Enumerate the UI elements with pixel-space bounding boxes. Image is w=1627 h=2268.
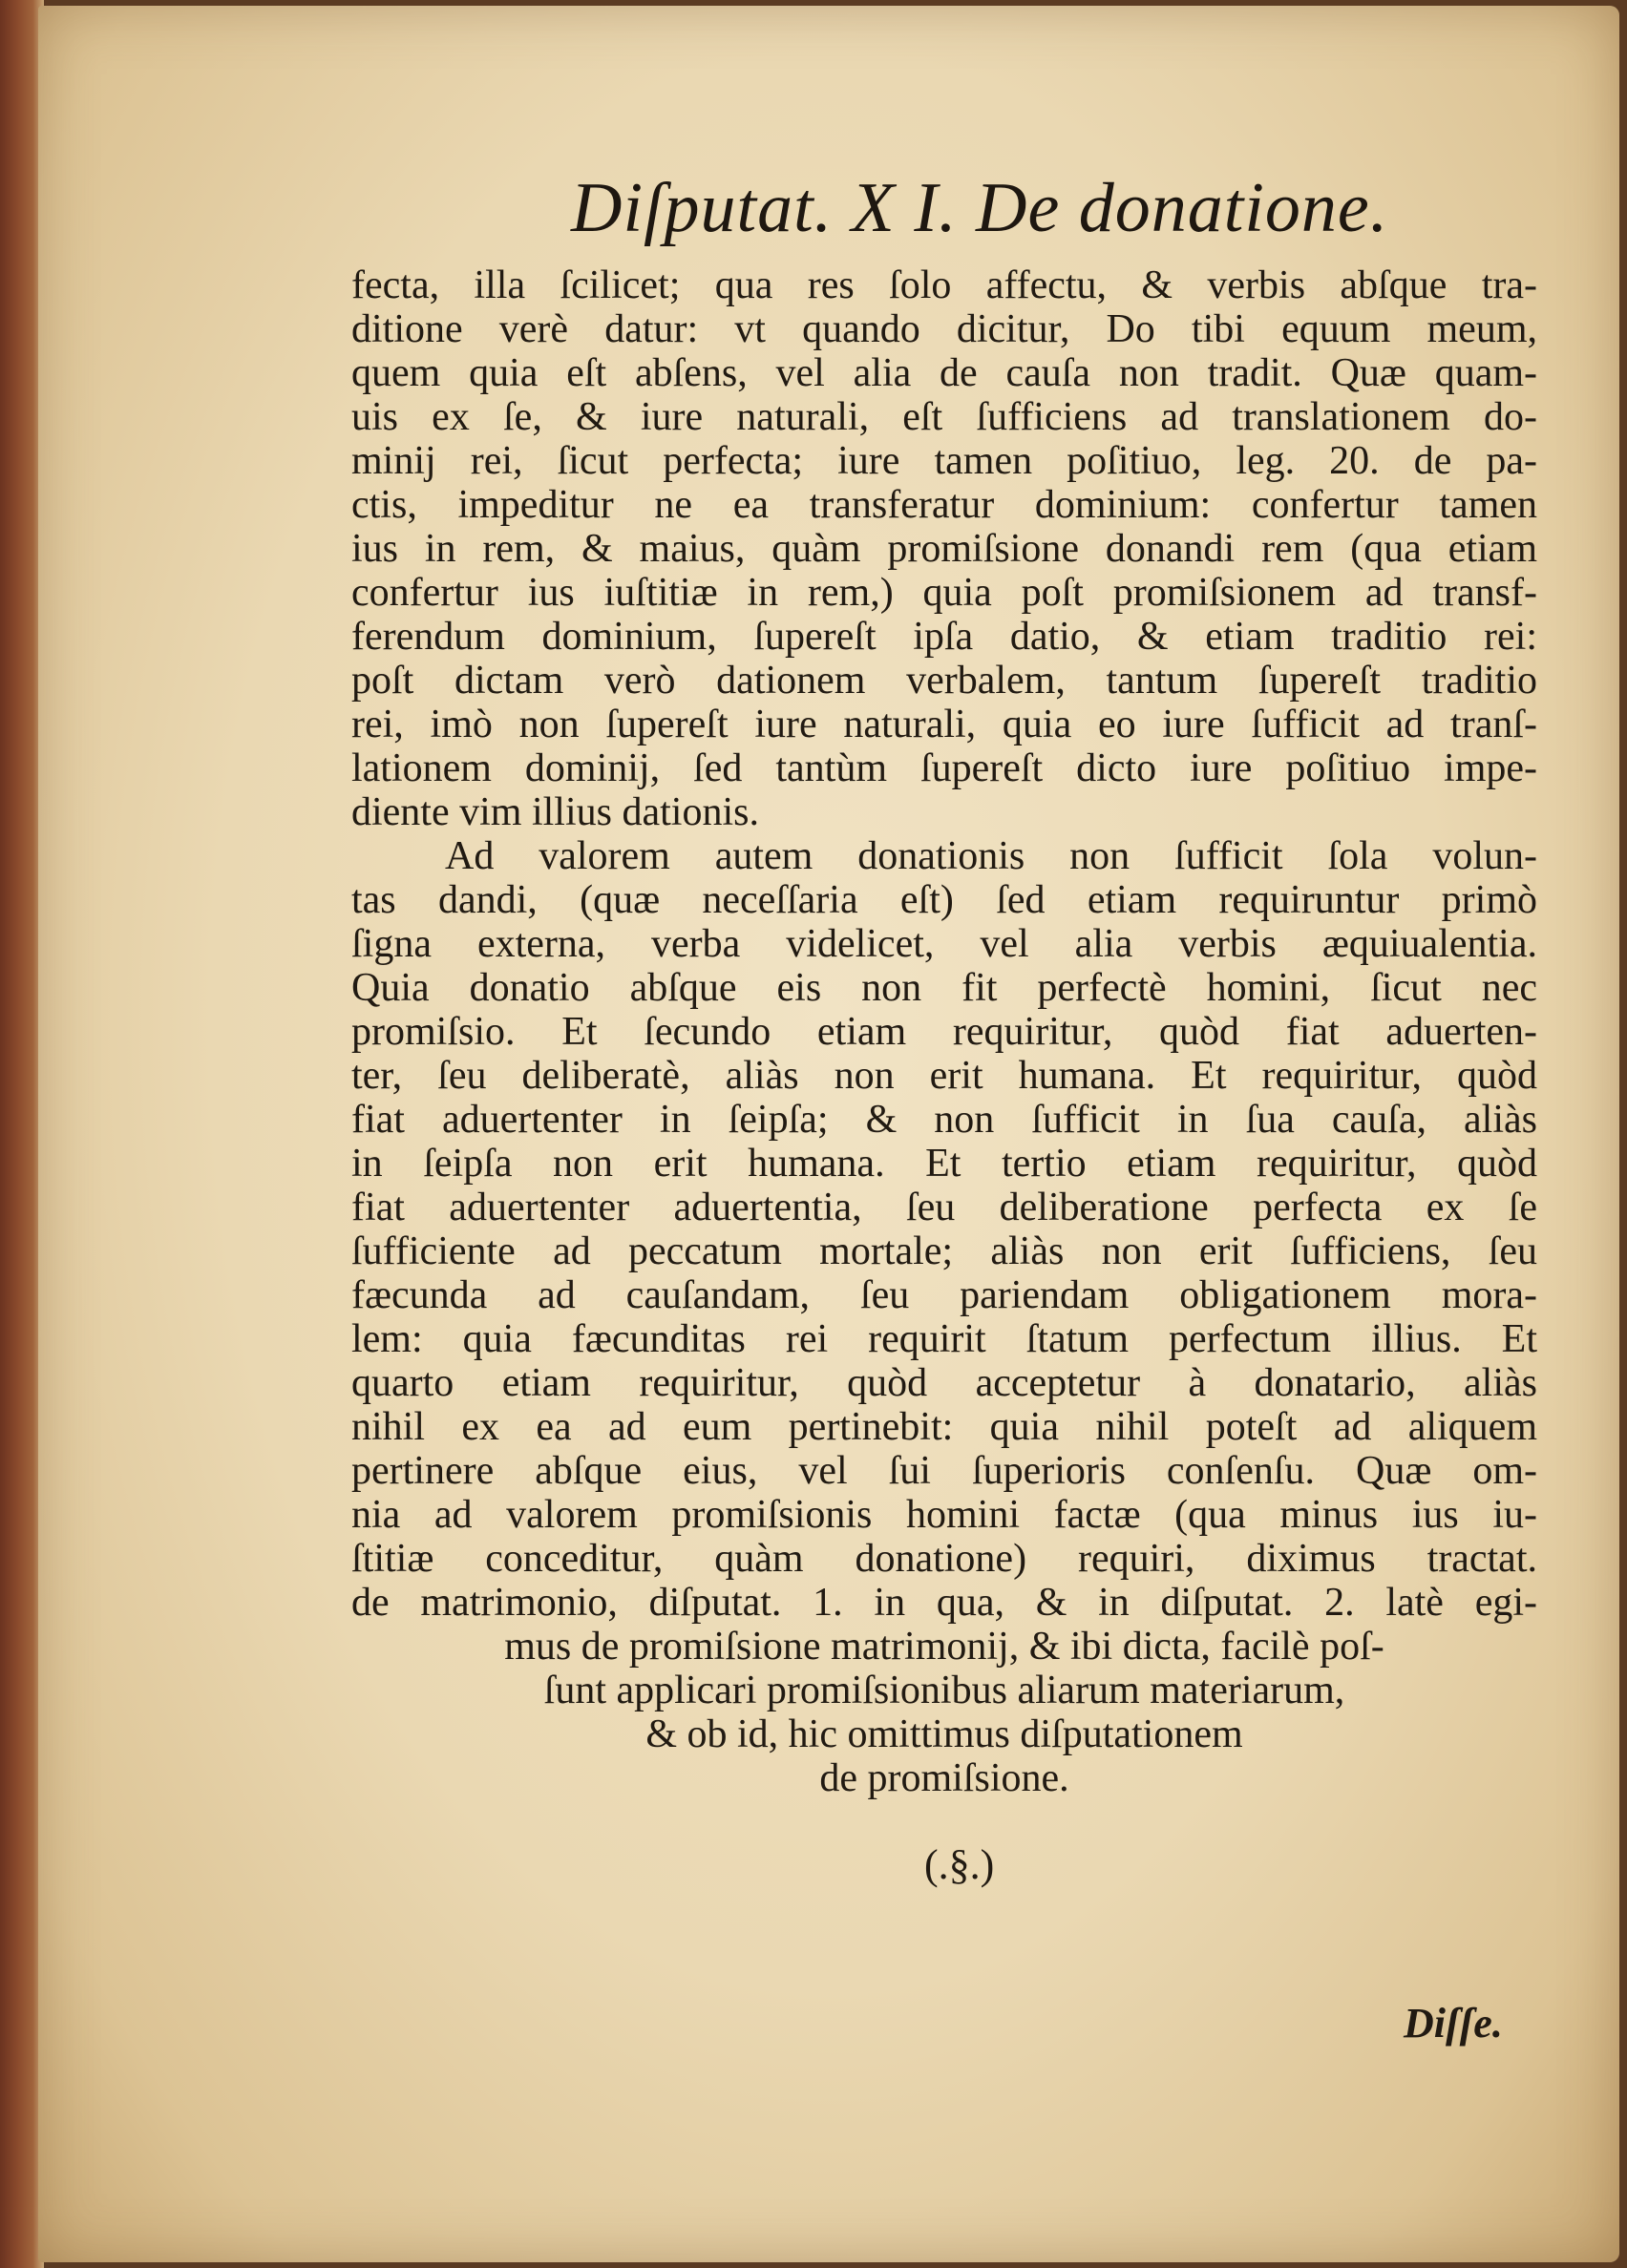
- text-line: diente vim illius dationis.: [351, 790, 759, 834]
- text-line: nia ad valorem promiſsionis homini factæ (qua minus ius iu-: [351, 1493, 1537, 1537]
- text-line: de matrimonio, diſputat. 1. in qua, & in diſputat. 2. latè egi-: [351, 1581, 1537, 1625]
- text-line: quarto etiam requiritur, quòd acceptetur à donatario, aliàs: [351, 1361, 1537, 1405]
- text-line: uis ex ſe, & iure naturali, eſt ſufficiens ad translationem do-: [351, 395, 1537, 439]
- running-header: Diſputat. X I. De donatione.: [571, 169, 1389, 247]
- text-line: rei, imò non ſupereſt iure naturali, quia eo iure ſufficit ad tranſ-: [351, 703, 1537, 746]
- text-line: pertinere abſque eius, vel ſui ſuperioris conſenſu. Quæ om-: [351, 1449, 1537, 1493]
- text-line: ſtitiæ conceditur, quàm donatione) requiri, diximus tractat.: [351, 1537, 1537, 1581]
- text-line: fiat aduertenter aduertentia, ſeu deliberatione perfecta ex ſe: [351, 1186, 1537, 1229]
- text-line: ctis, impeditur ne ea transferatur dominium: confertur tamen: [351, 483, 1537, 527]
- text-line: fecta, illa ſcilicet; qua res ſolo affectu, & verbis abſque tra-: [351, 263, 1537, 307]
- text-line: minij rei, ſicut perfecta; iure tamen poſitiuo, leg. 20. de pa-: [351, 439, 1537, 483]
- text-line: tas dandi, (quæ neceſſaria eſt) ſed etiam requiruntur primò: [351, 878, 1537, 922]
- tapered-text-line: de promiſsione.: [819, 1756, 1069, 1800]
- text-line: ditione verè datur: vt quando dicitur, Do tibi equum meum,: [351, 307, 1537, 351]
- text-line: lem: quia fæcunditas rei requirit ſtatum perfectum illius. Et: [351, 1317, 1537, 1361]
- text-line: nihil ex ea ad eum pertinebit: quia nihil poteſt ad aliquem: [351, 1405, 1537, 1449]
- tapered-text-line: mus de promiſsione matrimonij, & ibi dicta, facilè poſ-: [504, 1625, 1384, 1669]
- page-number: (.§.): [924, 1841, 995, 1888]
- text-line: in ſeipſa non erit humana. Et tertio etiam requiritur, quòd: [351, 1142, 1537, 1186]
- text-line: lationem dominij, ſed tantùm ſupereſt dicto iure poſitiuo impe-: [351, 746, 1537, 790]
- text-line: ſufficiente ad peccatum mortale; aliàs non erit ſufficiens, ſeu: [351, 1229, 1537, 1273]
- paragraph-start-line: Ad valorem autem donationis non ſufficit ſola volun-: [445, 834, 1537, 878]
- text-line: ferendum dominium, ſupereſt ipſa datio, & etiam traditio rei:: [351, 615, 1537, 659]
- page-body: [351, 263, 1554, 1800]
- text-line: ſigna externa, verba videlicet, vel alia verbis æquiualentia.: [351, 922, 1537, 966]
- text-line: fæcunda ad cauſandam, ſeu pariendam obligationem mora-: [351, 1273, 1537, 1317]
- text-line: Quia donatio abſque eis non fit perfectè homini, ſicut nec: [351, 966, 1537, 1010]
- text-line: ter, ſeu deliberatè, aliàs non erit humana. Et requiritur, quòd: [351, 1054, 1537, 1098]
- text-line: ius in rem, & maius, quàm promiſsione donandi rem (qua etiam: [351, 527, 1537, 571]
- text-line: confertur ius iuſtitiæ in rem,) quia poſt promiſsionem ad transf-: [351, 571, 1537, 615]
- catchword: Diſſe.: [1404, 2000, 1503, 2047]
- text-line: quem quia eſt abſens, vel alia de cauſa non tradit. Quæ quam-: [351, 351, 1537, 395]
- text-line: promiſsio. Et ſecundo etiam requiritur, quòd fiat aduerten-: [351, 1010, 1537, 1054]
- text-line: poſt dictam verò dationem verbalem, tantum ſupereſt traditio: [351, 659, 1537, 703]
- tapered-text-line: ſunt applicari promiſsionibus aliarum materiarum,: [543, 1669, 1345, 1712]
- tapered-text-line: & ob id, hic omittimus diſputationem: [645, 1712, 1243, 1756]
- text-line: fiat aduertenter in ſeipſa; & non ſufficit in ſua cauſa, aliàs: [351, 1098, 1537, 1142]
